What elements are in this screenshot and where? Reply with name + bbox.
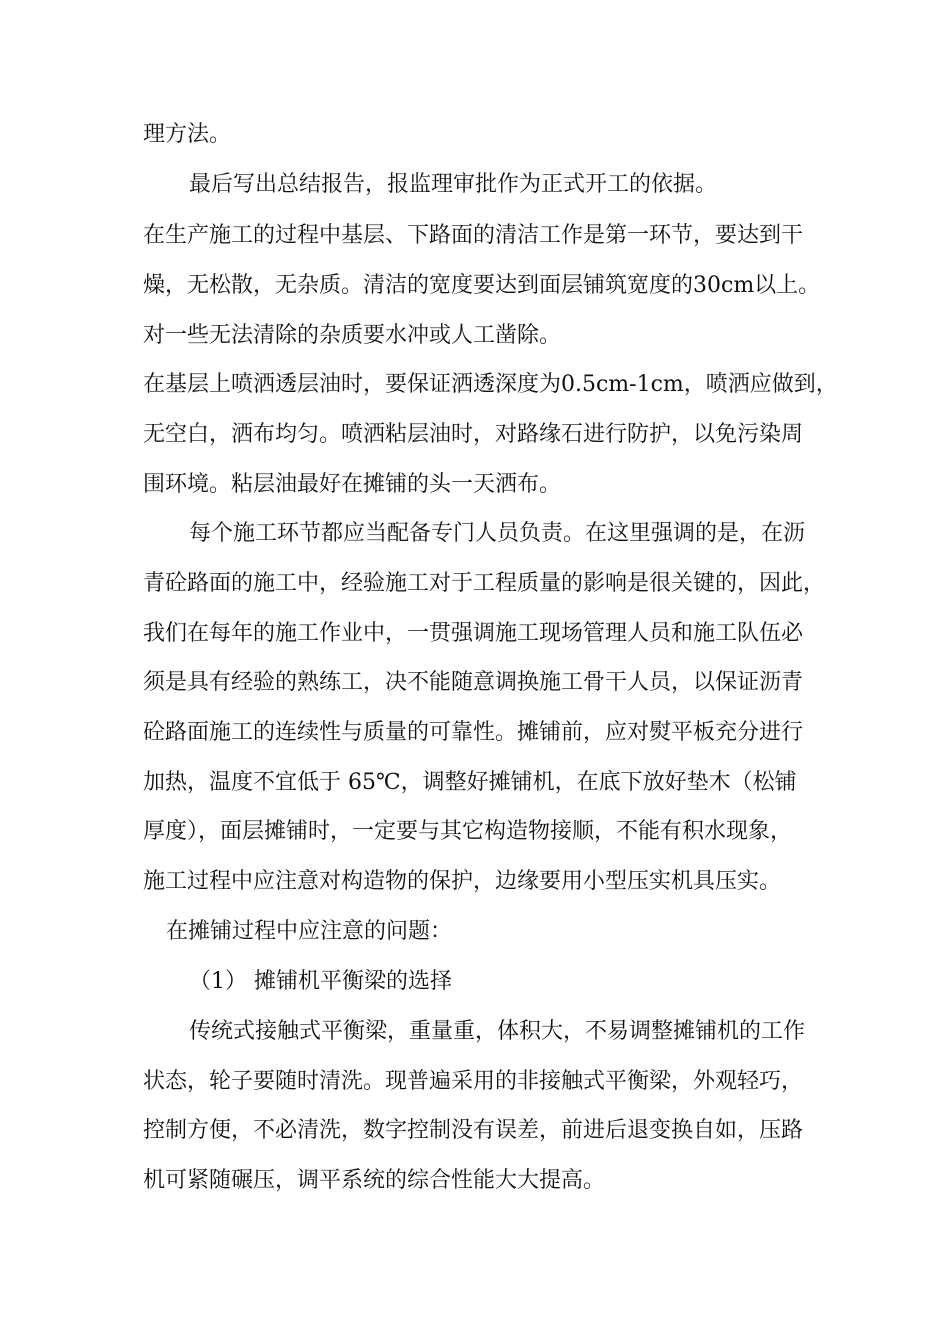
text-line: 传统式接触式平衡梁，重量重，体积大，不易调整摊铺机的工作	[189, 1019, 806, 1044]
text-line: 须是具有经验的熟练工，决不能随意调换施工骨干人员，以保证沥青	[143, 670, 804, 695]
text-line: 在基层上喷洒透层油时，要保证洒透深度为0.5cm-1cm，喷洒应做到，	[143, 372, 838, 397]
text-line: 控制方便，不必清洗，数字控制没有误差，前进后退变换自如，压路	[143, 1118, 804, 1143]
text-line: 每个施工环节都应当配备专门人员负责。在这里强调的是，在沥	[189, 521, 806, 546]
text-line: 我们在每年的施工作业中，一贯强调施工现场管理人员和施工队伍必	[143, 621, 804, 646]
text-line: 厚度），面层摊铺时，一定要与其它构造物接顺，不能有积水现象，	[143, 819, 793, 844]
text-line: 砼路面施工的连续性与质量的可靠性。摊铺前，应对熨平板充分进行	[143, 720, 804, 745]
text-line: 青砼路面的施工中，经验施工对于工程质量的影响是很关键的，因此，	[143, 571, 826, 596]
text-line: 最后写出总结报告，报监理审批作为正式开工的依据。	[189, 172, 718, 197]
text-line: 无空白，洒布均匀。喷洒粘层油时，对路缘石进行防护，以免污染周	[143, 422, 804, 447]
text-line: 在摊铺过程中应注意的问题：	[166, 919, 453, 944]
text-line: 加热，温度不宜低于 65℃，调整好摊铺机，在底下放好垫木（松铺	[143, 770, 797, 795]
text-line: 在生产施工的过程中基层、下路面的清洁工作是第一环节，要达到干	[143, 223, 804, 248]
text-line: 围环境。粘层油最好在摊铺的头一天洒布。	[143, 472, 562, 497]
text-line: 理方法。	[143, 122, 232, 147]
list-item-heading: （1） 摊铺机平衡梁的选择	[189, 969, 452, 994]
text-line: 燥，无松散，无杂质。清洁的宽度要达到面层铺筑宽度的30cm以上。	[143, 273, 821, 298]
text-line: 施工过程中应注意对构造物的保护，边缘要用小型压实机具压实。	[143, 869, 782, 894]
text-line: 状态，轮子要随时清洗。现普遍采用的非接触式平衡梁，外观轻巧，	[143, 1069, 804, 1094]
text-line: 机可紧随碾压，调平系统的综合性能大大提高。	[143, 1168, 606, 1193]
text-line: 对一些无法清除的杂质要水冲或人工凿除。	[143, 323, 562, 348]
